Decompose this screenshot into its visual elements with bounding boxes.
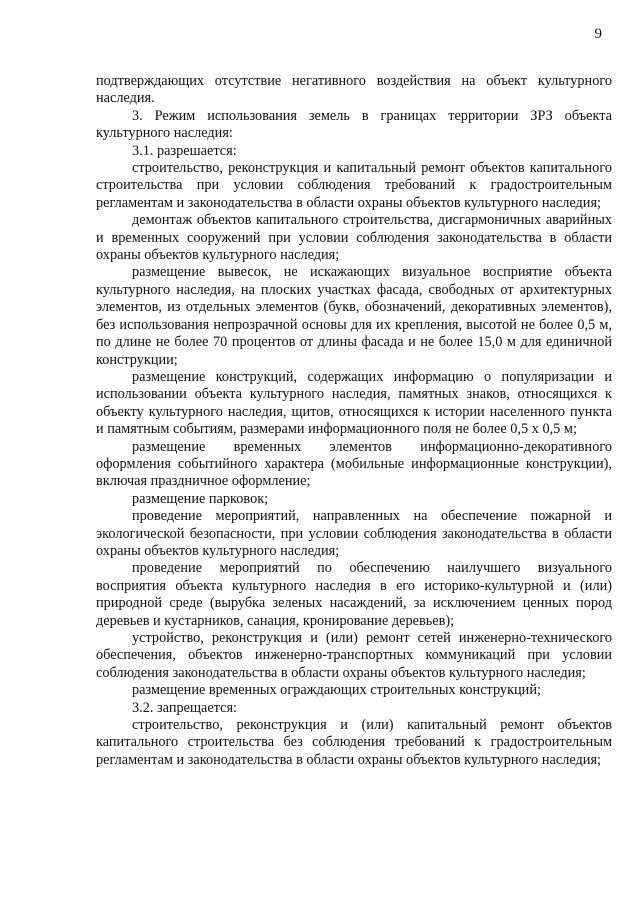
paragraph-permitted-parking: размещение парковок; bbox=[132, 490, 269, 507]
paragraph-permitted-construction: строительство, реконструкция и капитальный ремонт объектов капитального строительства при условии соблюдения требований к градостроительным регламентам и законодательства в области охраны объектов культурного наследия; bbox=[96, 160, 612, 211]
paragraph-land-use-regime: 3. Режим использования земель в границах территории ЗРЗ объекта культурного наследия: bbox=[96, 107, 612, 142]
paragraph-permitted-heading: 3.1. разрешается: bbox=[132, 142, 237, 159]
paragraph-prohibited-heading: 3.2. запрещается: bbox=[132, 699, 237, 716]
paragraph-permitted-utility-networks: устройство, реконструкция и (или) ремонт сетей инженерно-технического обеспечения, объектов инженерно-транспортных коммуникаций при условии соблюдения законодательства в области охраны объектов культурного наследия; bbox=[96, 630, 612, 681]
document-body bbox=[96, 73, 612, 769]
paragraph-permitted-temporary-decor: размещение временных элементов информационно-декоративного оформления событийного характера (мобильные информационные конструкции), включая праздничное оформление; bbox=[96, 438, 612, 490]
paragraph-permitted-safety-measures: проведение мероприятий, направленных на обеспечение пожарной и экологической безопасности, при условии соблюдения законодательства в области охраны объектов культурного наследия; bbox=[96, 508, 612, 559]
paragraph-prohibited-construction: строительство, реконструкция и (или) капитальный ремонт объектов капитального строительства без соблюдения требований к градостроительным регламентам и законодательства в области охраны объектов культурного наследия; bbox=[96, 717, 612, 768]
paragraph-permitted-visual-perception: проведение мероприятий по обеспечению наилучшего визуального восприятия объекта культурного наследия в его историко-культурной и (или) природной среде (вырубка зеленых насаждений, за исключением ценных пород деревьев и кустарников, санация, кронирование деревьев); bbox=[96, 560, 612, 629]
paragraph-permitted-demolition: демонтаж объектов капитального строительства, дисгармоничных аварийных и временных сооружений при условии соблюдения законодательства в области охраны объектов культурного наследия; bbox=[96, 212, 612, 264]
page-number: 9 bbox=[594, 26, 602, 42]
paragraph-permitted-signage: размещение вывесок, не искажающих визуальное восприятие объекта культурного наследия, на плоских участках фасада, свободных от архитектурных элементов, из отдельных элементов (букв, обозначений, декоративных элементов), без использования непрозрачной основы для их крепления, высотой не более 0,5 м, по длине не более 70 процентов от длины фасада и не более 15,0 м для единичной конструкции; bbox=[96, 264, 612, 368]
paragraph-continuation: подтверждающих отсутствие негативного воздействия на объект культурного наследия. bbox=[96, 73, 612, 107]
paragraph-permitted-info-structures: размещение конструкций, содержащих информацию о популяризации и использовании объекта культурного наследия, памятных знаков, относящихся к объекту культурного наследия, щитов, относящихся к истории населенного пункта и памятным событиям, размерами информационного поля не более 0,5 x 0,5 м; bbox=[96, 368, 612, 438]
paragraph-permitted-temporary-fencing: размещение временных ограждающих строительных конструкций; bbox=[132, 682, 541, 699]
